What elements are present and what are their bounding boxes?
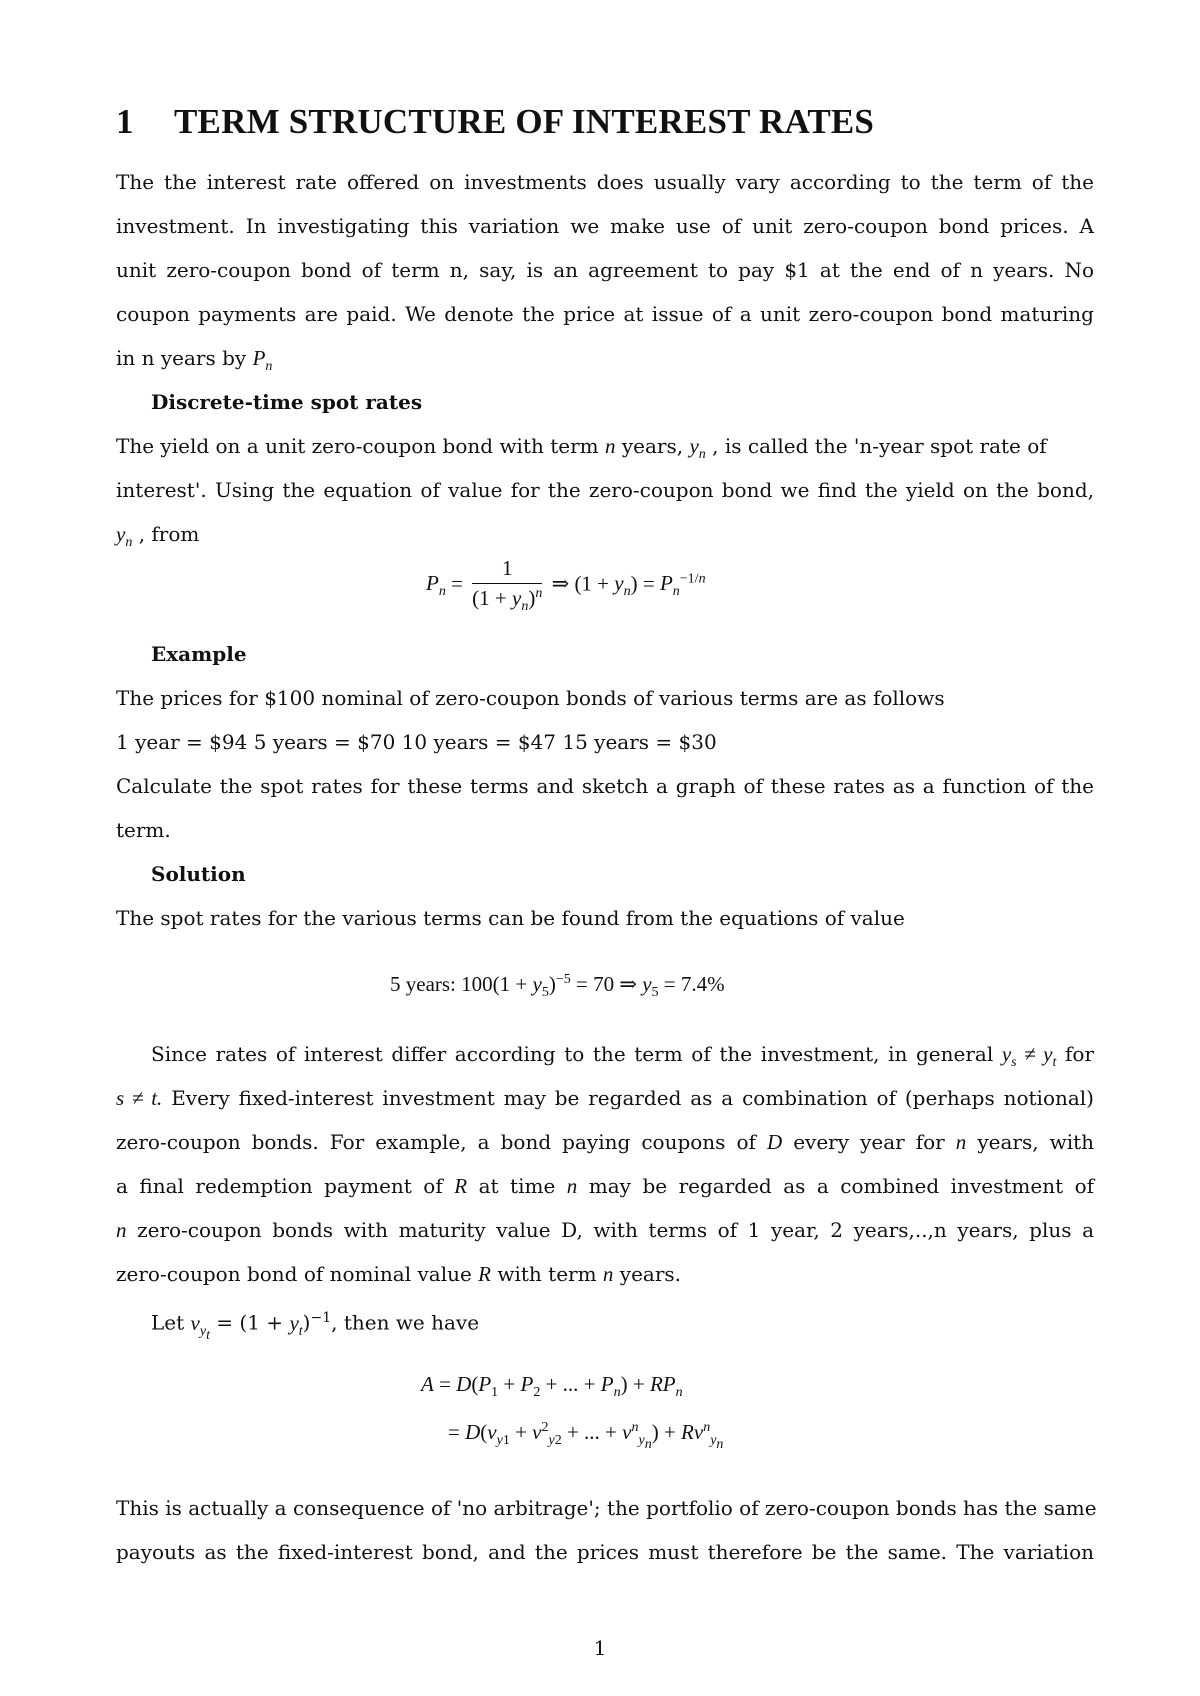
fraction: $\frac{1}{(1 + y_n)^n}$: [472, 556, 543, 615]
yn-symbol: $y_n$: [689, 434, 706, 463]
five-year-equation: 5 years: $100(1 + y_5)^{-5} = 70$ ⇒ $y_5 = 7.4\%$: [390, 972, 725, 1001]
para2-line-2: s ≠ t. Every fixed-interest investment may be regarded as a combination of (perhaps notional): [116, 1086, 1094, 1110]
para2-line-3a: zero-coupon bonds. For example, a bond paying coupons of: [116, 1130, 756, 1154]
example-line-4: term.: [116, 818, 171, 842]
spot-rate-equation: $P_n$ = $\frac{1}{(1 + y_n)^n}$ ⇒ $(1 + y_n) = P_n^{-1/n}$: [426, 556, 706, 615]
spot-line-1c: , is called the 'n-year spot rate of: [712, 434, 1047, 458]
solution-heading: Solution: [151, 862, 246, 886]
para2-line-3c: years, with: [977, 1130, 1095, 1154]
example-line-1: The prices for $100 nominal of zero-coupon bonds of various terms are as follows: [116, 686, 945, 710]
section-title: TERM STRUCTURE OF INTEREST RATES: [174, 102, 875, 141]
example-line-2: 1 year = $94 5 years = $70 10 years = $47 15 years = $30: [116, 730, 717, 754]
page-number: 1: [593, 1636, 607, 1660]
intro-line-5-text: in n years by: [116, 346, 247, 370]
para2-line-4b: at time: [478, 1174, 556, 1198]
example-line-3: Calculate the spot rates for these terms and sketch a graph of these rates as a function of the: [116, 774, 1094, 798]
bond-price-equation-2: = $D(v_{y1} + v^2_{y2}$ + ... + $v^n_{y_n}) + Rv^n_{y_n}$: [448, 1420, 724, 1452]
spot-line-1a: The yield on a unit zero-coupon bond with term: [116, 434, 599, 458]
para2-line-3: zero-coupon bonds. For example, a bond paying coupons of D every year for n years, with: [116, 1130, 1095, 1154]
closing-line-1: This is actually a consequence of 'no arbitrage'; the portfolio of zero-coupon bonds has the same: [116, 1496, 1097, 1520]
section-number: 1: [116, 102, 134, 141]
para2-line-4c: may be regarded as a combined investment of: [588, 1174, 1095, 1198]
let-word: Let: [151, 1310, 185, 1335]
para2-line-4: a final redemption payment of R at time n may be regarded as a combined investment of: [116, 1174, 1095, 1198]
para2-line-1b: for: [1065, 1042, 1095, 1066]
para2-line-3b: every year for: [793, 1130, 945, 1154]
intro-line-2: investment. In investigating this variation we make use of unit zero-coupon bond prices. A: [116, 214, 1094, 238]
para2-line-5-text: zero-coupon bonds with maturity value D, with terms of 1 year, 2 years,..,n years, plus a: [137, 1218, 1095, 1242]
spot-rates-heading: Discrete-time spot rates: [151, 390, 423, 414]
spot-line-1: [116, 432, 1094, 469]
para2-line-1: Since rates of interest differ according to the term of the investment, in general $y_s \ne y_t$ for: [151, 1042, 1095, 1071]
spot-line-3: [116, 520, 1094, 557]
closing-line-2: payouts as the fixed-interest bond, and the prices must therefore be the same. The variation: [116, 1540, 1094, 1564]
eq-result: 7.4%: [680, 972, 725, 996]
para2-line-5: n zero-coupon bonds with maturity value D, with terms of 1 year, 2 years,..,n years, plus a: [116, 1218, 1095, 1242]
yn-symbol-2: $y_n$: [116, 522, 133, 551]
let-line: Let $v_{y_t} = (1 + y_t)^{-1}$, then we have: [151, 1310, 480, 1343]
para2-line-6a: zero-coupon bond of nominal value: [116, 1262, 472, 1286]
example-heading: Example: [151, 642, 247, 666]
n-symbol: n: [605, 434, 616, 458]
section-heading: [116, 102, 874, 142]
bond-price-equation-1: $A = D(P_1 + P_2$ + ... + $P_n) + RP_n$: [421, 1372, 683, 1401]
intro-line-5: [116, 344, 1094, 381]
para2-line-4a: a final redemption payment of: [116, 1174, 443, 1198]
solution-line-1: The spot rates for the various terms can be found from the equations of value: [116, 906, 905, 930]
intro-line-4: coupon payments are paid. We denote the price at issue of a unit zero-coupon bond maturing: [116, 302, 1094, 326]
eq-label: 5 years:: [390, 972, 456, 996]
pn-symbol: $P_n$: [252, 346, 273, 375]
intro-line-1: The the interest rate offered on investments does usually vary according to the term of the: [116, 170, 1094, 194]
para2-line-6: zero-coupon bond of nominal value R with term n years.: [116, 1262, 682, 1286]
spot-line-2: interest'. Using the equation of value for the zero-coupon bond we find the yield on the bond,: [116, 478, 1094, 502]
para2-line-6c: years.: [619, 1262, 682, 1286]
intro-line-3: unit zero-coupon bond of term n, say, is an agreement to pay $1 at the end of n years. No: [116, 258, 1094, 282]
let-tail: , then we have: [331, 1310, 480, 1335]
para2-line-6b: with term: [497, 1262, 597, 1286]
spot-line-1b: years,: [621, 434, 684, 458]
para2-line-1a: Since rates of interest differ according to the term of the investment, in general: [151, 1042, 994, 1066]
spot-line-3-text: , from: [138, 522, 200, 546]
para2-line-2-text: Every fixed-interest investment may be regarded as a combination of (perhaps notional): [171, 1086, 1094, 1110]
